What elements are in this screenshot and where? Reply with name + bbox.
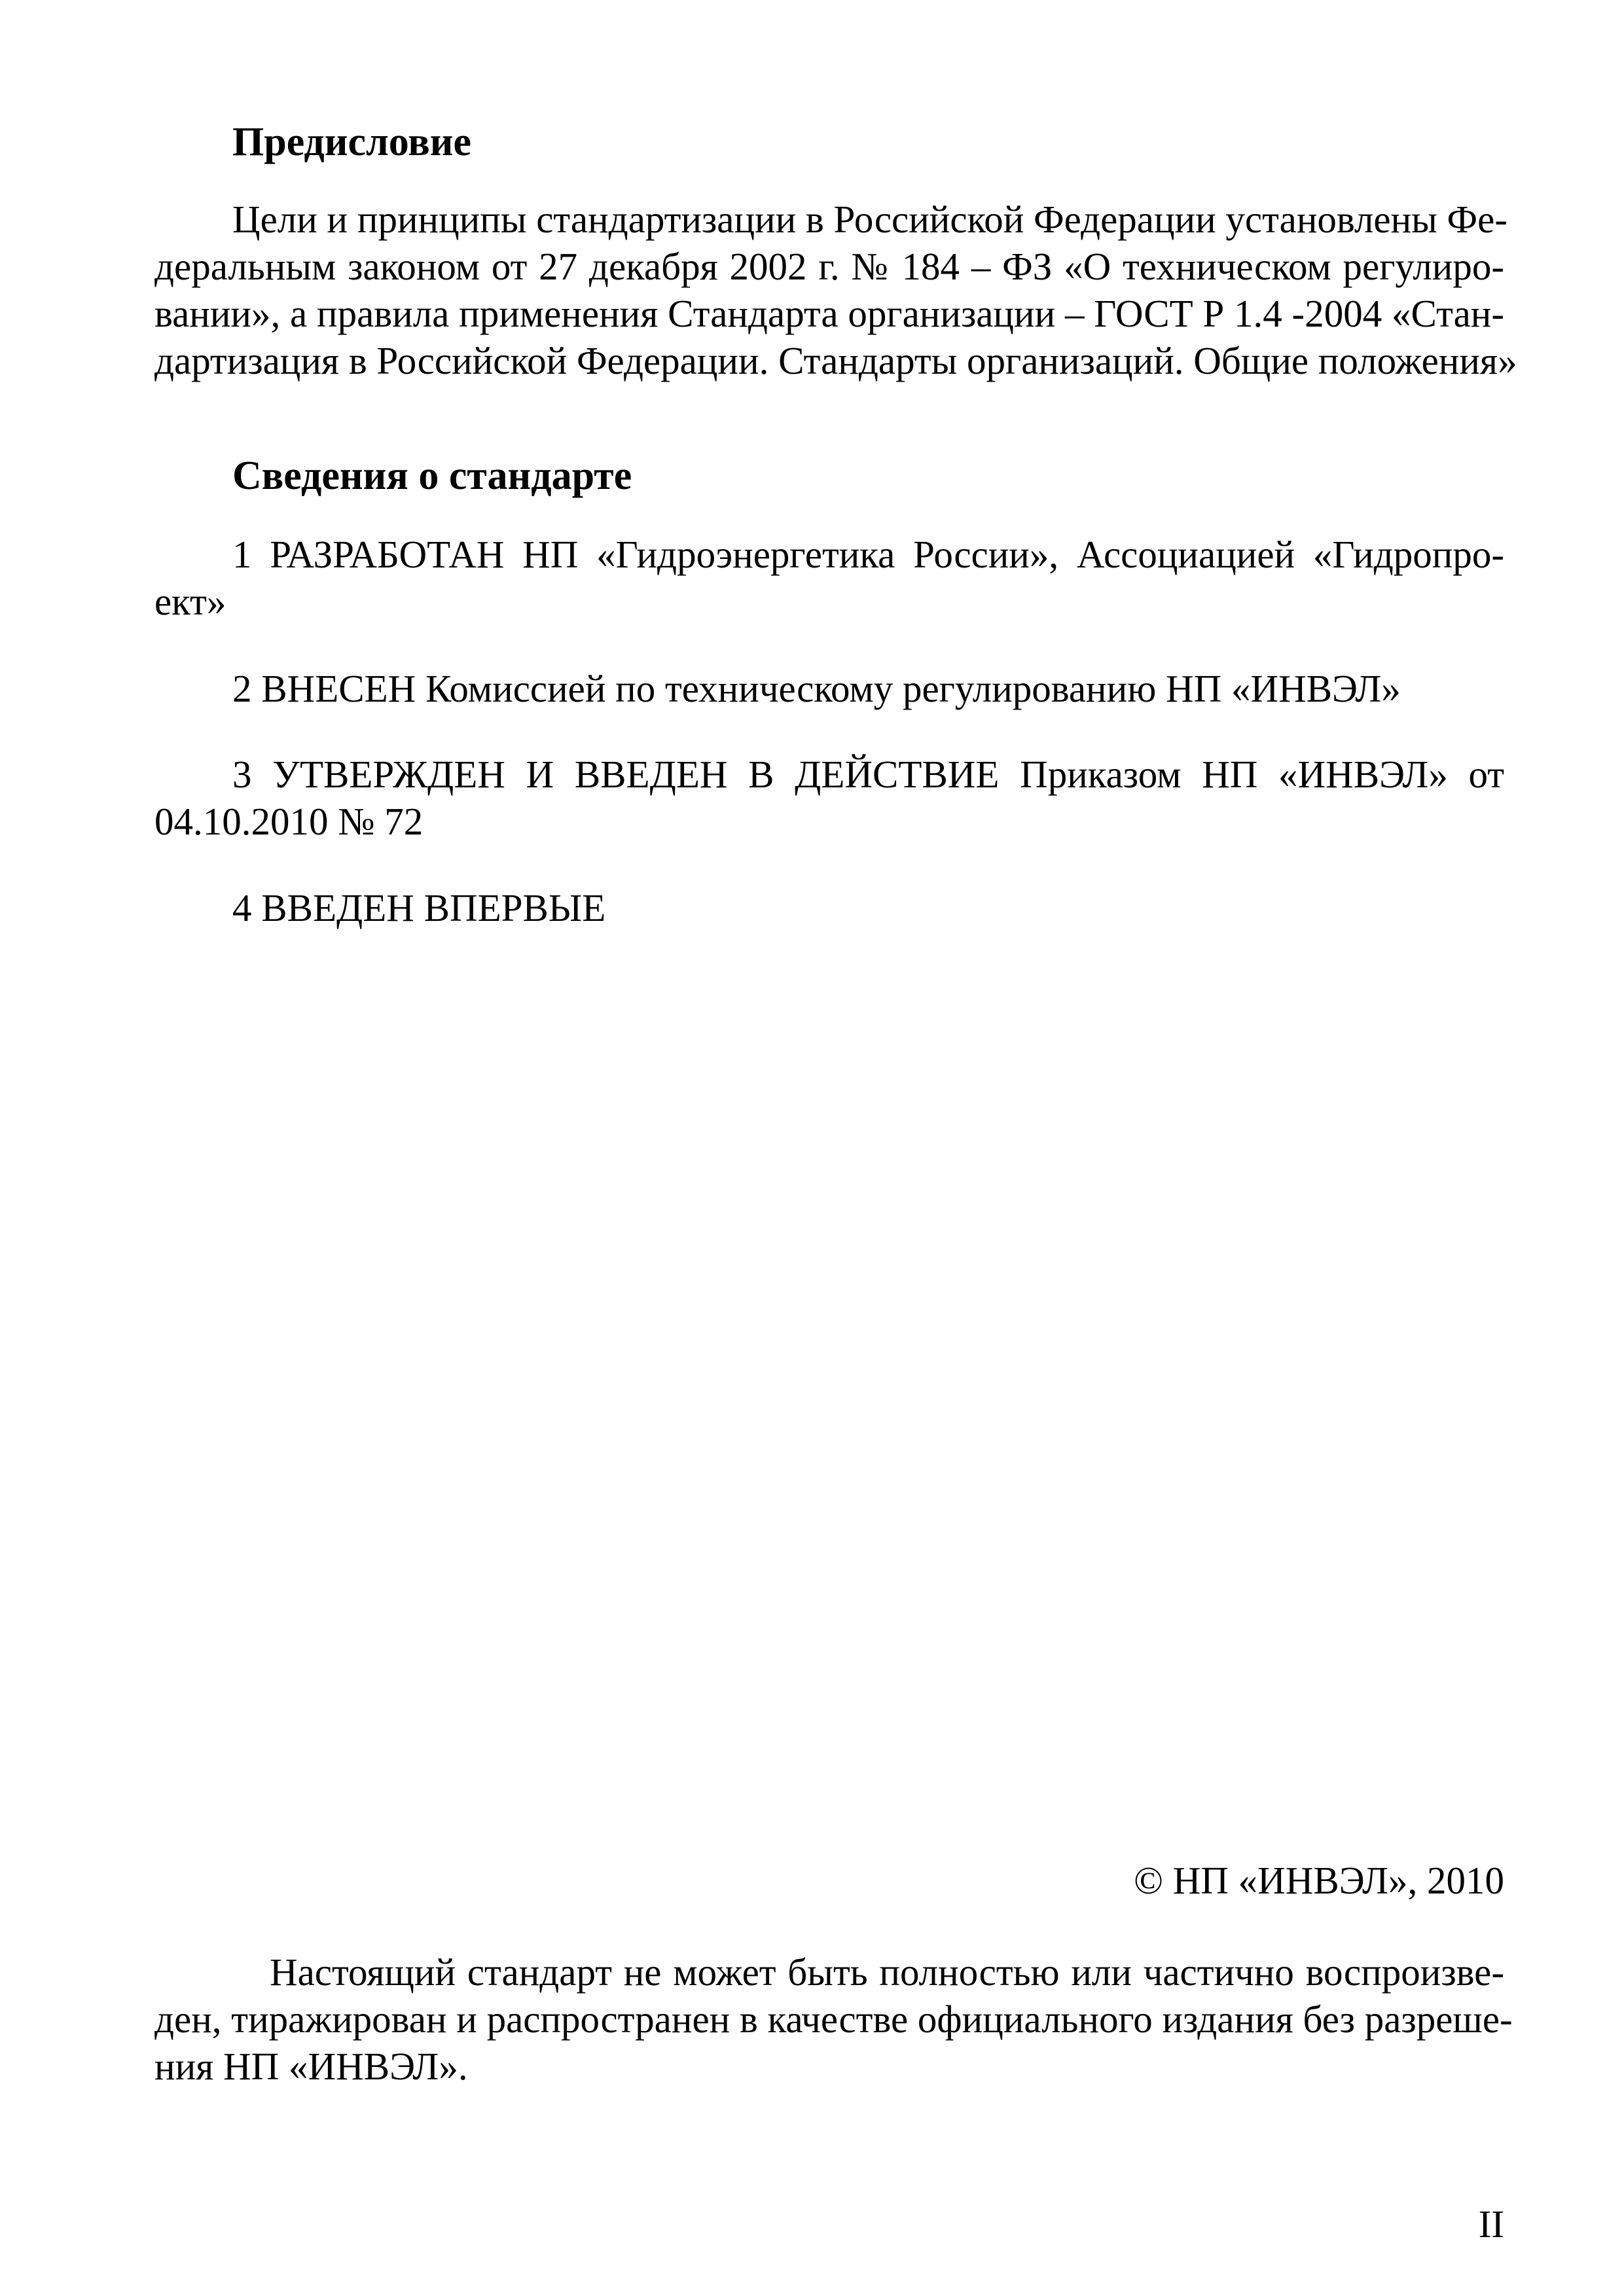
copyright-notice: © НП «ИНВЭЛ», 2010 [1134,1859,1504,1902]
preface-line-2: деральным законом от 27 декабря 2002 г. № 184 – ФЗ «О техническом регулиро- [154,245,1504,288]
preface-line-3: вании», а правила применения Стандарта организации – ГОСТ Р 1.4 -2004 «Стан- [154,292,1504,335]
info-item-2: 2 ВНЕСЕН Комиссией по техническому регулированию НП «ИНВЭЛ» [232,667,1401,710]
copyright-line-3: ния НП «ИНВЭЛ». [154,2045,468,2088]
copyright-line-1: Настоящий стандарт не может быть полностью или частично воспроизве- [270,1950,1504,1994]
preface-line-1: Цели и принципы стандартизации в Российской Федерации установлены Фе- [232,198,1508,241]
standard-info-heading: Сведения о стандарте [232,454,632,498]
info-item-1-line-2: ект» [154,580,226,623]
info-item-4: 4 ВВЕДЕН ВПЕРВЫЕ [232,886,606,929]
page-number: II [1478,2202,1504,2246]
info-item-3-line-2: 04.10.2010 № 72 [154,800,424,843]
copyright-line-2: ден, тиражирован и распространен в качестве официального издания без разреше- [154,1998,1513,2041]
preface-line-4: дартизация в Российской Федерации. Стандарты организаций. Общие положения» [154,339,1517,382]
preface-heading: Предисловие [232,120,471,164]
info-item-1-line-1: 1 РАЗРАБОТАН НП «Гидроэнергетика России», Ассоциацией «Гидропро- [232,533,1504,576]
info-item-3-line-1: 3 УТВЕРЖДЕН И ВВЕДЕН В ДЕЙСТВИЕ Приказом НП «ИНВЭЛ» от [232,753,1504,796]
